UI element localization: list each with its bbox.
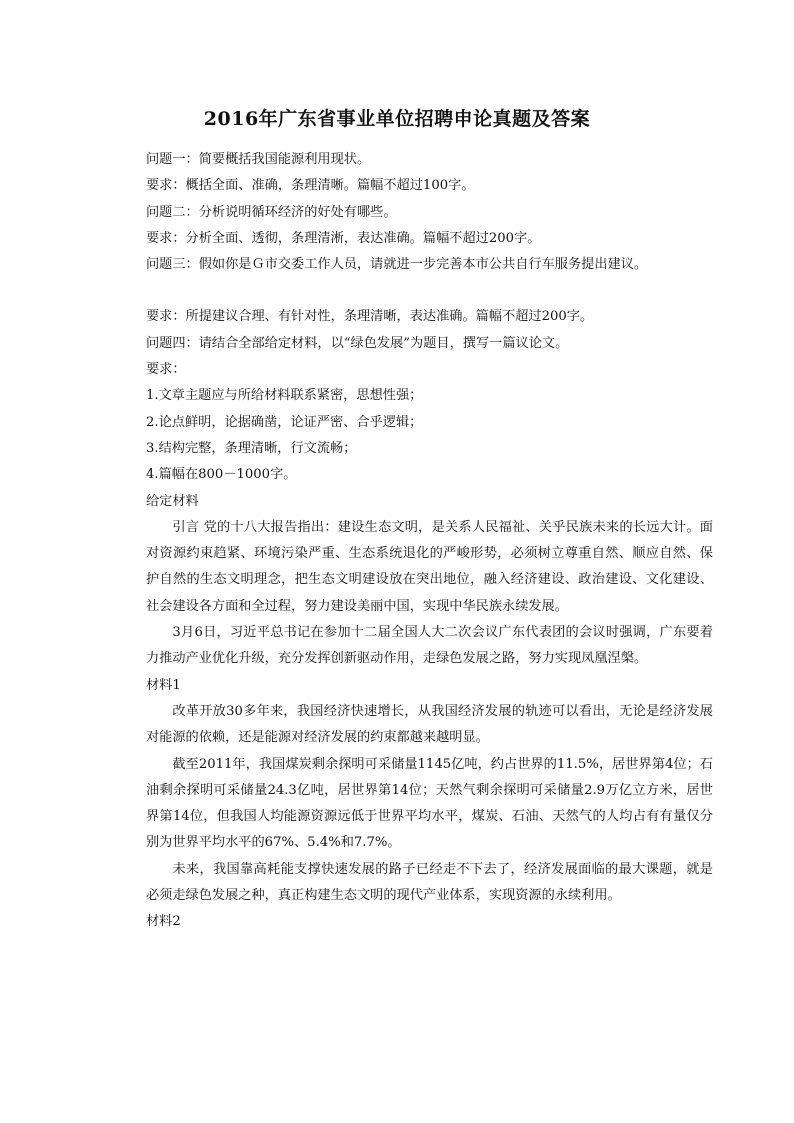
- requirement-4-item: 3.结构完整，条理清晰，行文流畅；: [146, 440, 357, 456]
- document-body: [146, 147, 713, 936]
- document-title: 2016年广东省事业单位招聘申论真题及答案: [203, 108, 591, 130]
- question-4: 问题四：请结合全部给定材料，以“绿色发展”为题目，撰写一篇议论文。: [146, 335, 569, 351]
- requirement-4-item: 2.论点鲜明，论据确凿，论证严密、合乎逻辑；: [146, 414, 423, 430]
- question-2: 问题二：分析说明循环经济的好处有哪些。: [146, 204, 397, 220]
- question-1: 问题一：简要概括我国能源利用现状。: [146, 152, 371, 167]
- question-3: 问题三：假如你是Ｇ市交委工作人员，请就进一步完善本市公共自行车服务提出建议。: [146, 257, 648, 273]
- material-1-paragraph: 未来，我国靠高耗能支撑快速发展的路子已经走不下去了，经济发展面临的最大课题，就是必须走绿色发展之种，真正构建生态文明的现代产业体系，实现资源的永续利用。: [146, 861, 713, 904]
- material-1-paragraph: 截至2011年，我国煤炭剩余探明可采储量1145亿吨，约占世界的11.5%，居世界第4位；石油剩余探明可采储量24.3亿吨，居世界第14位；天然气剩余探明可采储量2.9万亿立方米，居世界第14位，但我国人均能源资源远低于世界平均水平，煤炭、石油、天然气的人均占有有量仅分别为世界平均水平的67%、5.4%和7.7%。: [146, 756, 713, 851]
- requirement-4-item: 4.篇幅在800－1000字。: [146, 467, 297, 483]
- material-1-paragraph: 改革开放30多年来，我国经济快速增长，从我国经济发展的轨迹可以看出，无论是经济发展对能源的依赖，还是能源对经济发展的约束都越来越明显。: [146, 703, 713, 746]
- blank-line: [146, 278, 686, 304]
- material-2-heading: 材料2: [146, 914, 181, 930]
- material-1-heading: 材料1: [146, 677, 181, 693]
- requirement-4-heading: 要求：: [146, 362, 186, 378]
- requirement-2: 要求：分析全面、透彻，条理清淅，表达准确。篇幅不超过200字。: [146, 230, 541, 246]
- requirement-4-item: 1.文章主题应与所给材料联系紧密，思想性强；: [146, 388, 423, 404]
- requirement-1: 要求：概括全面、准确，条理清晰。篇幅不超过100字。: [146, 178, 475, 194]
- material-intro-paragraph: 引言 党的十八大报告指出：建设生态文明，是关系人民福祉、关乎民族未来的长远大计。面对资源约束趋紧、环境污染严重、生态系统退化的严峻形势，必须树立尊重自然、顺应自然、保护自然的生态文明理念，把生态文明建设放在突出地位，融入经济建设、政治建设、文化建设、社会建设各方面和全过程，努力建设美丽中国，实现中华民族永续发展。: [146, 519, 713, 614]
- requirement-3: 要求：所提建议合理、有针对性，条理清晰，表达准确。篇幅不超过200字。: [146, 309, 594, 325]
- material-march-paragraph: 3月6日，习近平总书记在参加十二届全国人大二次会议广东代表团的会议时强调，广东要着力推动产业优化升级，充分发挥创新驱动作用，走绿色发展之路，努力实现凤凰涅槃。: [146, 625, 713, 667]
- materials-heading: 给定材料: [146, 493, 199, 509]
